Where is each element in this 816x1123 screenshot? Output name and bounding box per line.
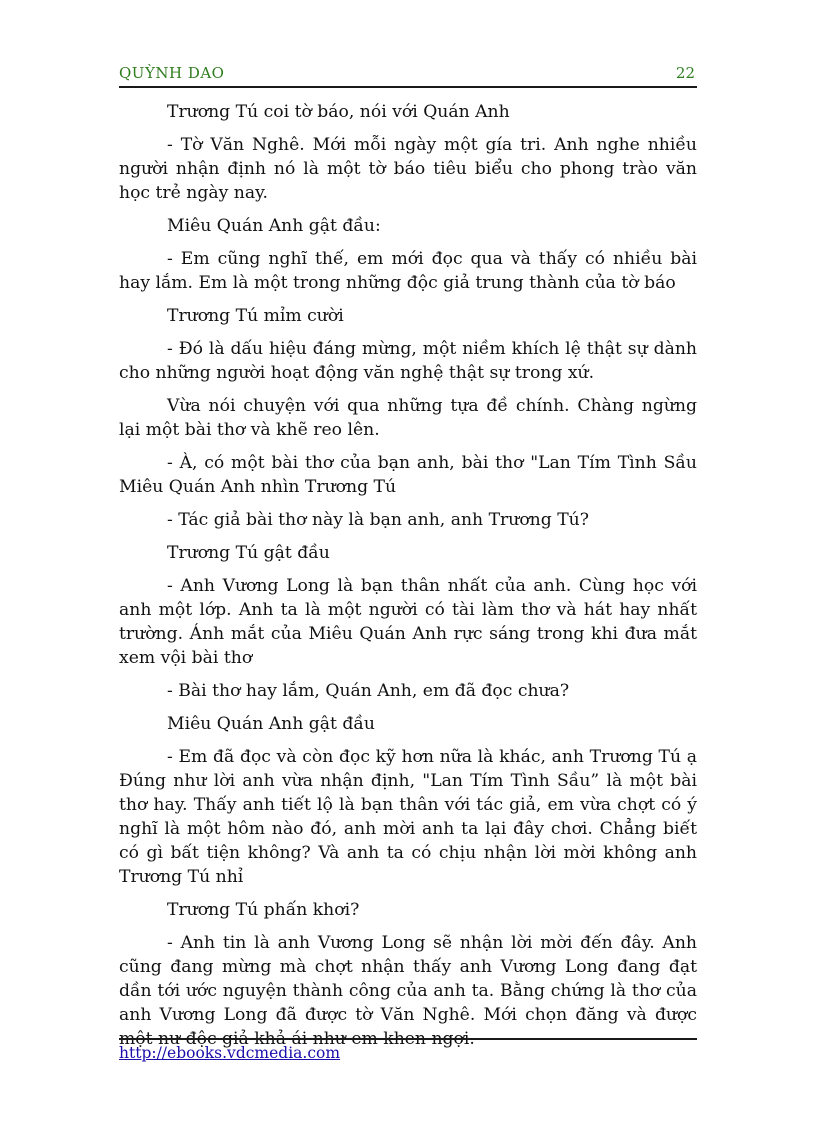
paragraph: - À, có một bài thơ của bạn anh, bài thơ "Lan Tím Tình Sầu Miêu Quán Anh nhìn Trương Tú: [119, 453, 697, 497]
paragraph: - Em cũng nghĩ thế, em mới đọc qua và thấy có nhiều bài hay lắm. Em là một trong những độc giả trung thành của tờ báo: [119, 249, 697, 293]
paragraph: Trương Tú gật đầu: [167, 543, 330, 563]
paragraph: - Tác giả bài thơ này là bạn anh, anh Trương Tú?: [167, 510, 589, 530]
paragraph: - Bài thơ hay lắm, Quán Anh, em đã đọc chưa?: [167, 681, 570, 701]
footer-url-link[interactable]: http://ebooks.vdcmedia.com: [119, 1044, 341, 1062]
page-body: [119, 100, 697, 1060]
paragraph: Miêu Quán Anh gật đầu:: [167, 216, 381, 236]
footer-divider: [119, 1038, 697, 1040]
paragraph: - Anh tin là anh Vương Long sẽ nhận lời mời đến đây. Anh cũng đang mừng mà chợt nhận thấy anh Vương Long đang đạt dần tới ước nguyện thành công của anh ta. Bằng chứng là thơ của anh Vương Long đã được tờ Văn Nghê. Mới chọn đăng và được một nư độc giả khả ái như em khen ngợi.: [119, 933, 697, 1049]
page-header: [119, 60, 697, 88]
paragraph: - Em đã đọc và còn đọc kỹ hơn nữa là khác, anh Trương Tú ạ Đúng như lời anh vừa nhận định, "Lan Tím Tình Sầu” là một bài thơ hay. Thấy anh tiết lộ là bạn thân với tác giả, em vừa chợt có ý nghĩ là một hôm nào đó, anh mời anh ta lại đây chơi. Chẳng biết có gì bất tiện không? Và anh ta có chịu nhận lời mời không anh Trương Tú nhỉ: [119, 747, 697, 887]
paragraph: Miêu Quán Anh gật đầu: [167, 714, 375, 734]
page-number: 22: [675, 64, 695, 82]
paragraph: - Đó là dấu hiệu đáng mừng, một niềm khích lệ thật sự dành cho những người hoạt động văn nghệ thật sự trong xứ.: [119, 339, 697, 383]
paragraph: Trương Tú coi tờ báo, nói với Quán Anh: [167, 102, 510, 122]
paragraph: - Tờ Văn Nghê. Mới mỗi ngày một gía tri. Anh nghe nhiều người nhận định nó là một tờ báo tiêu biểu cho phong trào văn học trẻ ngày nay.: [119, 135, 697, 203]
paragraph: Vừa nói chuyện với qua những tựa đề chính. Chàng ngừng lại một bài thơ và khẽ reo lên.: [119, 396, 697, 440]
paragraph: Trương Tú phấn khơi?: [167, 900, 360, 920]
paragraph: Trương Tú mỉm cười: [167, 306, 344, 326]
paragraph: - Anh Vương Long là bạn thân nhất của anh. Cùng học với anh một lớp. Anh ta là một người có tài làm thơ và hát hay nhất trường. Ánh mắt của Miêu Quán Anh rực sáng trong khi đưa mắt xem vội bài thơ: [119, 576, 697, 668]
header-author: QUỲNH DAO: [119, 64, 225, 82]
